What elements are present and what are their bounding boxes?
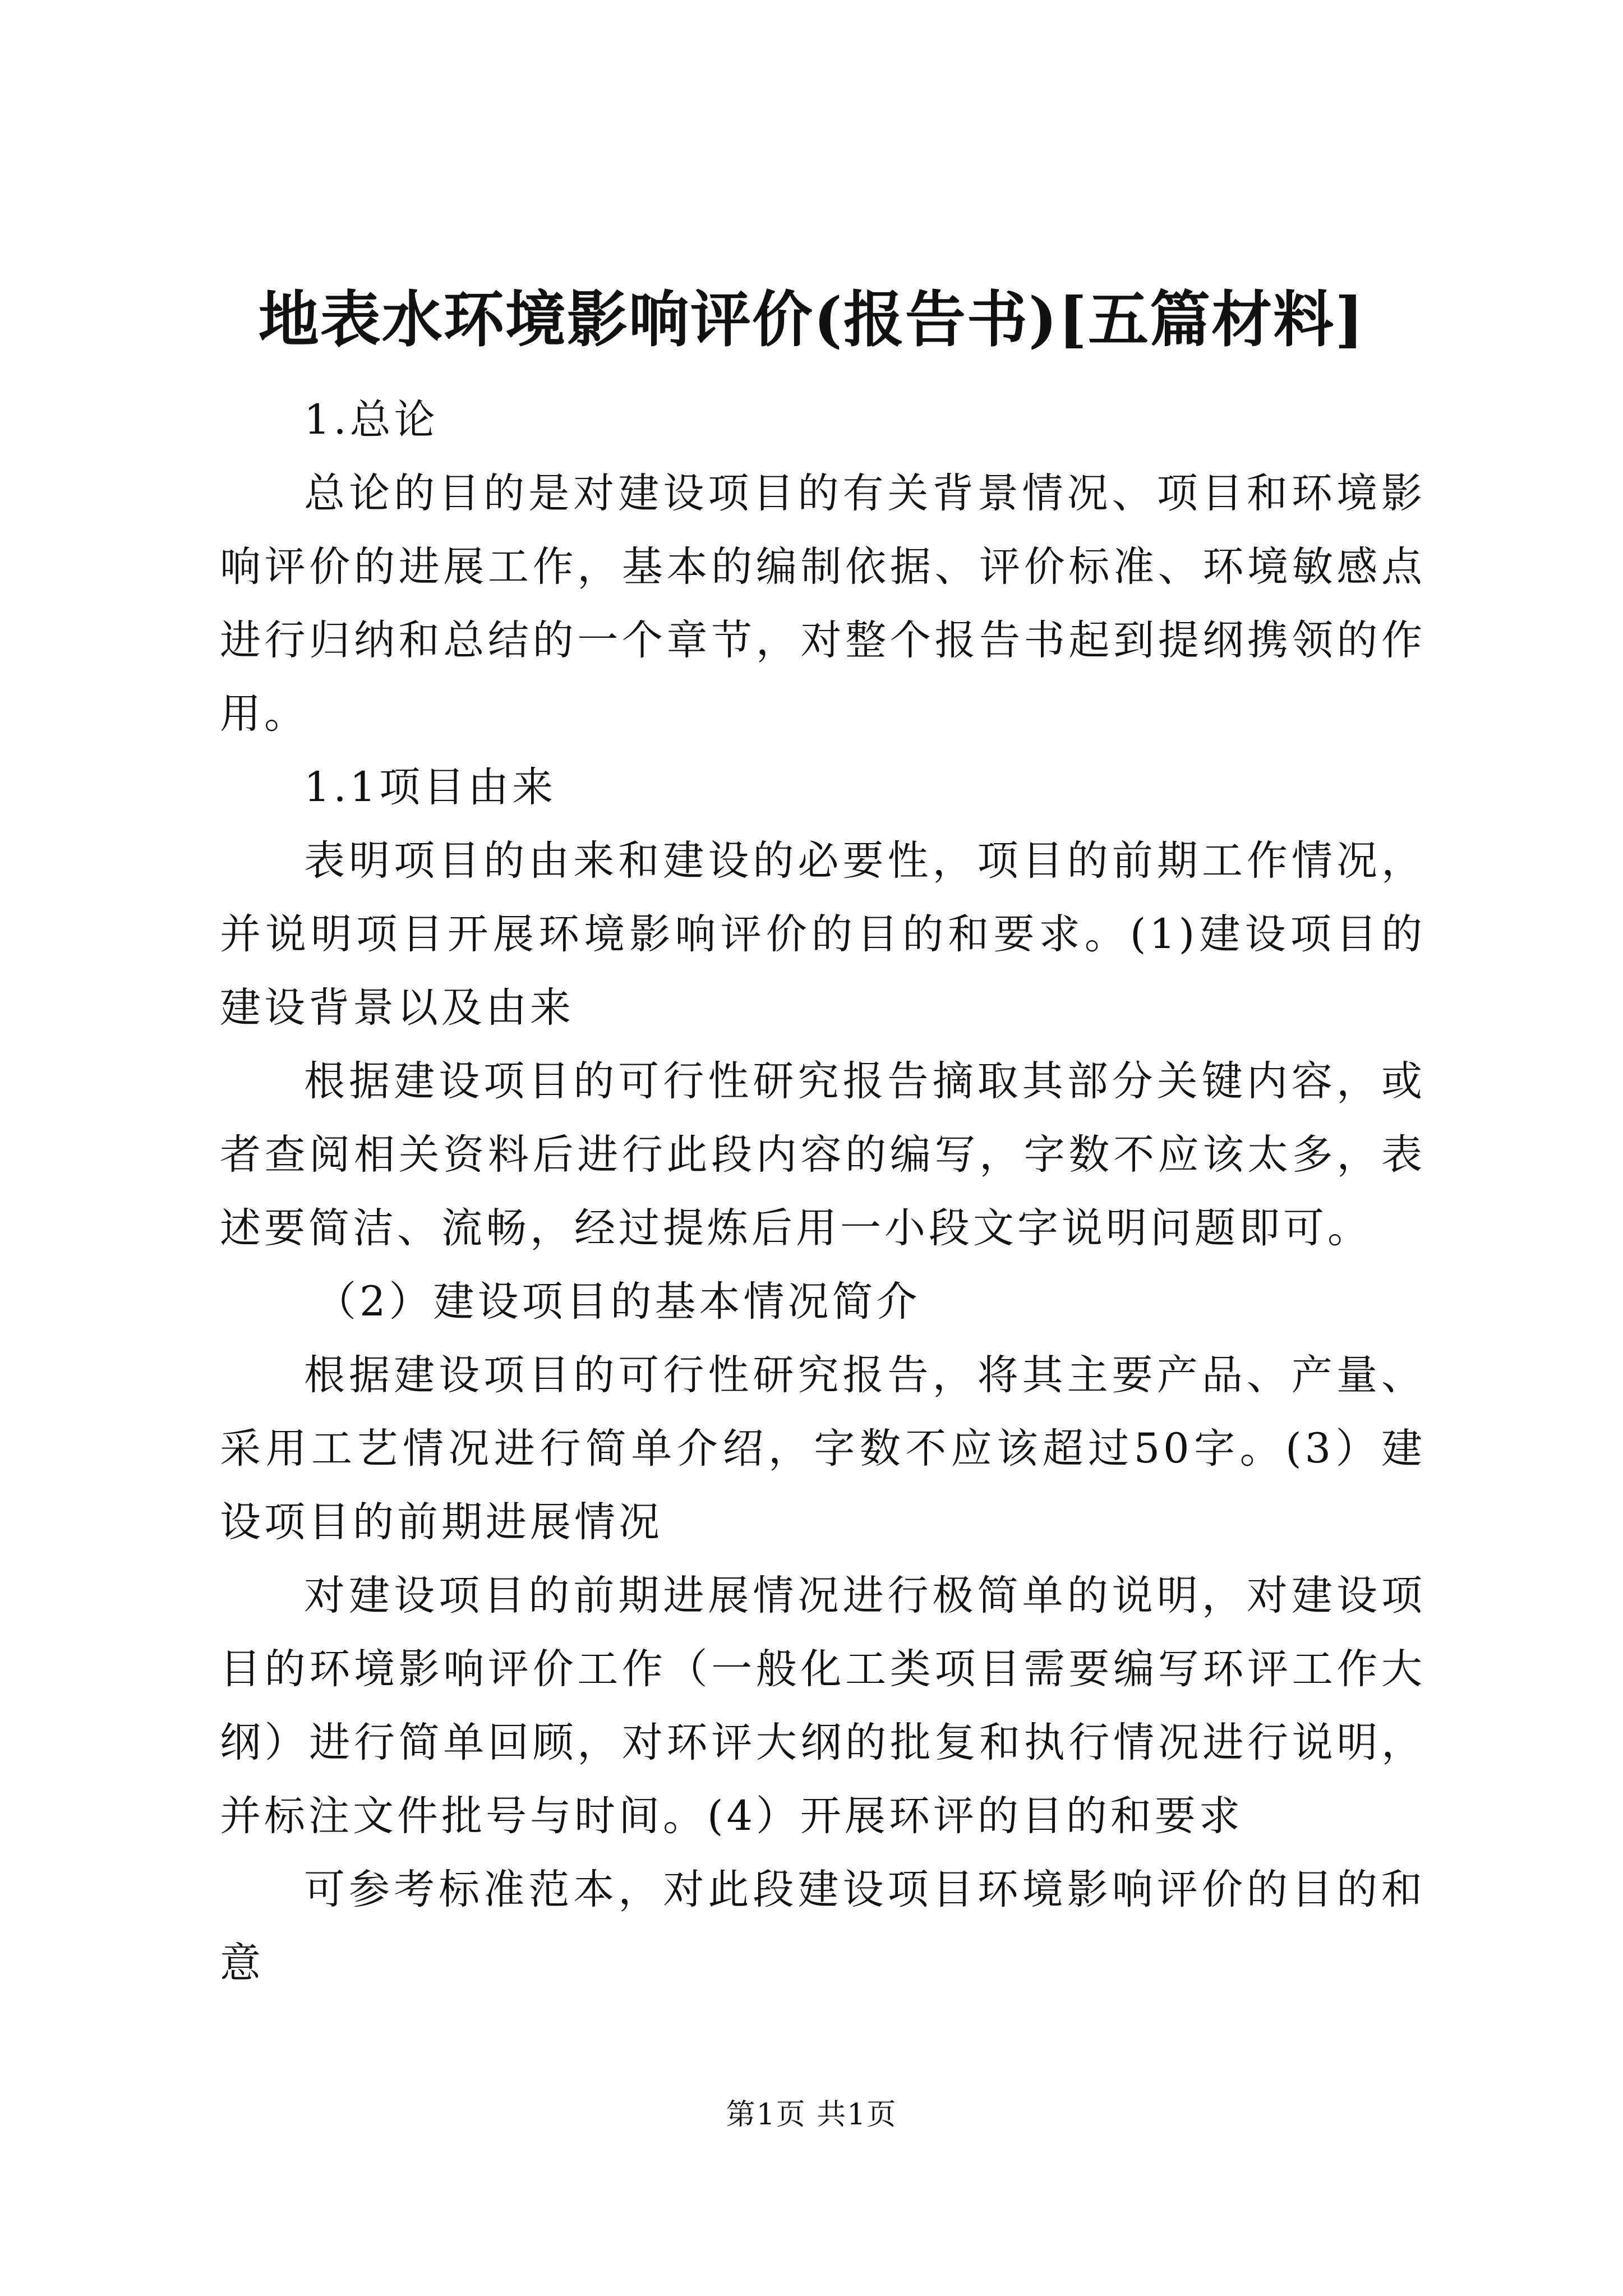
paragraph: 根据建设项目的可行性研究报告摘取其部分关键内容，或者查阅相关资料后进行此段内容的编写，字数不应该太多，表述要简洁、流畅，经过提炼后用一小段文字说明问题即可。 xyxy=(220,1057,1426,1252)
paragraph: 总论的目的是对建设项目的有关背景情况、项目和环境影响评价的进展工作，基本的编制依据、评价标准、环境敏感点进行归纳和总结的一个章节，对整个报告书起到提纲携领的作用。 xyxy=(220,470,1426,738)
paragraph-heading-1: 1.总论 xyxy=(304,396,439,444)
paragraph: 表明项目的由来和建设的必要性，项目的前期工作情况，并说明项目开展环境影响评价的目的和要求。(1)建设项目的建设背景以及由来 xyxy=(220,837,1426,1032)
page-footer: 第1页 共1页 xyxy=(726,2098,897,2132)
paragraph-heading-1-1: 1.1项目由来 xyxy=(304,763,557,811)
document-title: 地表水环境影响评价(报告书)[五篇材料] xyxy=(258,284,1365,355)
paragraph: 根据建设项目的可行性研究报告，将其主要产品、产量、采用工艺情况进行简单介绍，字数不应该超过50字。(3）建设项目的前期进展情况 xyxy=(220,1351,1426,1546)
paragraph-subheading-2: （2）建设项目的基本情况简介 xyxy=(315,1278,921,1326)
paragraph: 对建设项目的前期进展情况进行极简单的说明，对建设项目的环境影响评价工作（一般化工类项目需要编写环评工作大纲）进行简单回顾，对环评大纲的批复和执行情况进行说明，并标注文件批号与时间。(4）开展环评的目的和要求 xyxy=(220,1572,1426,1840)
document-body xyxy=(220,383,1426,2000)
paragraph: 可参考标准范本，对此段建设项目环境影响评价的目的和意 xyxy=(220,1866,1426,1987)
